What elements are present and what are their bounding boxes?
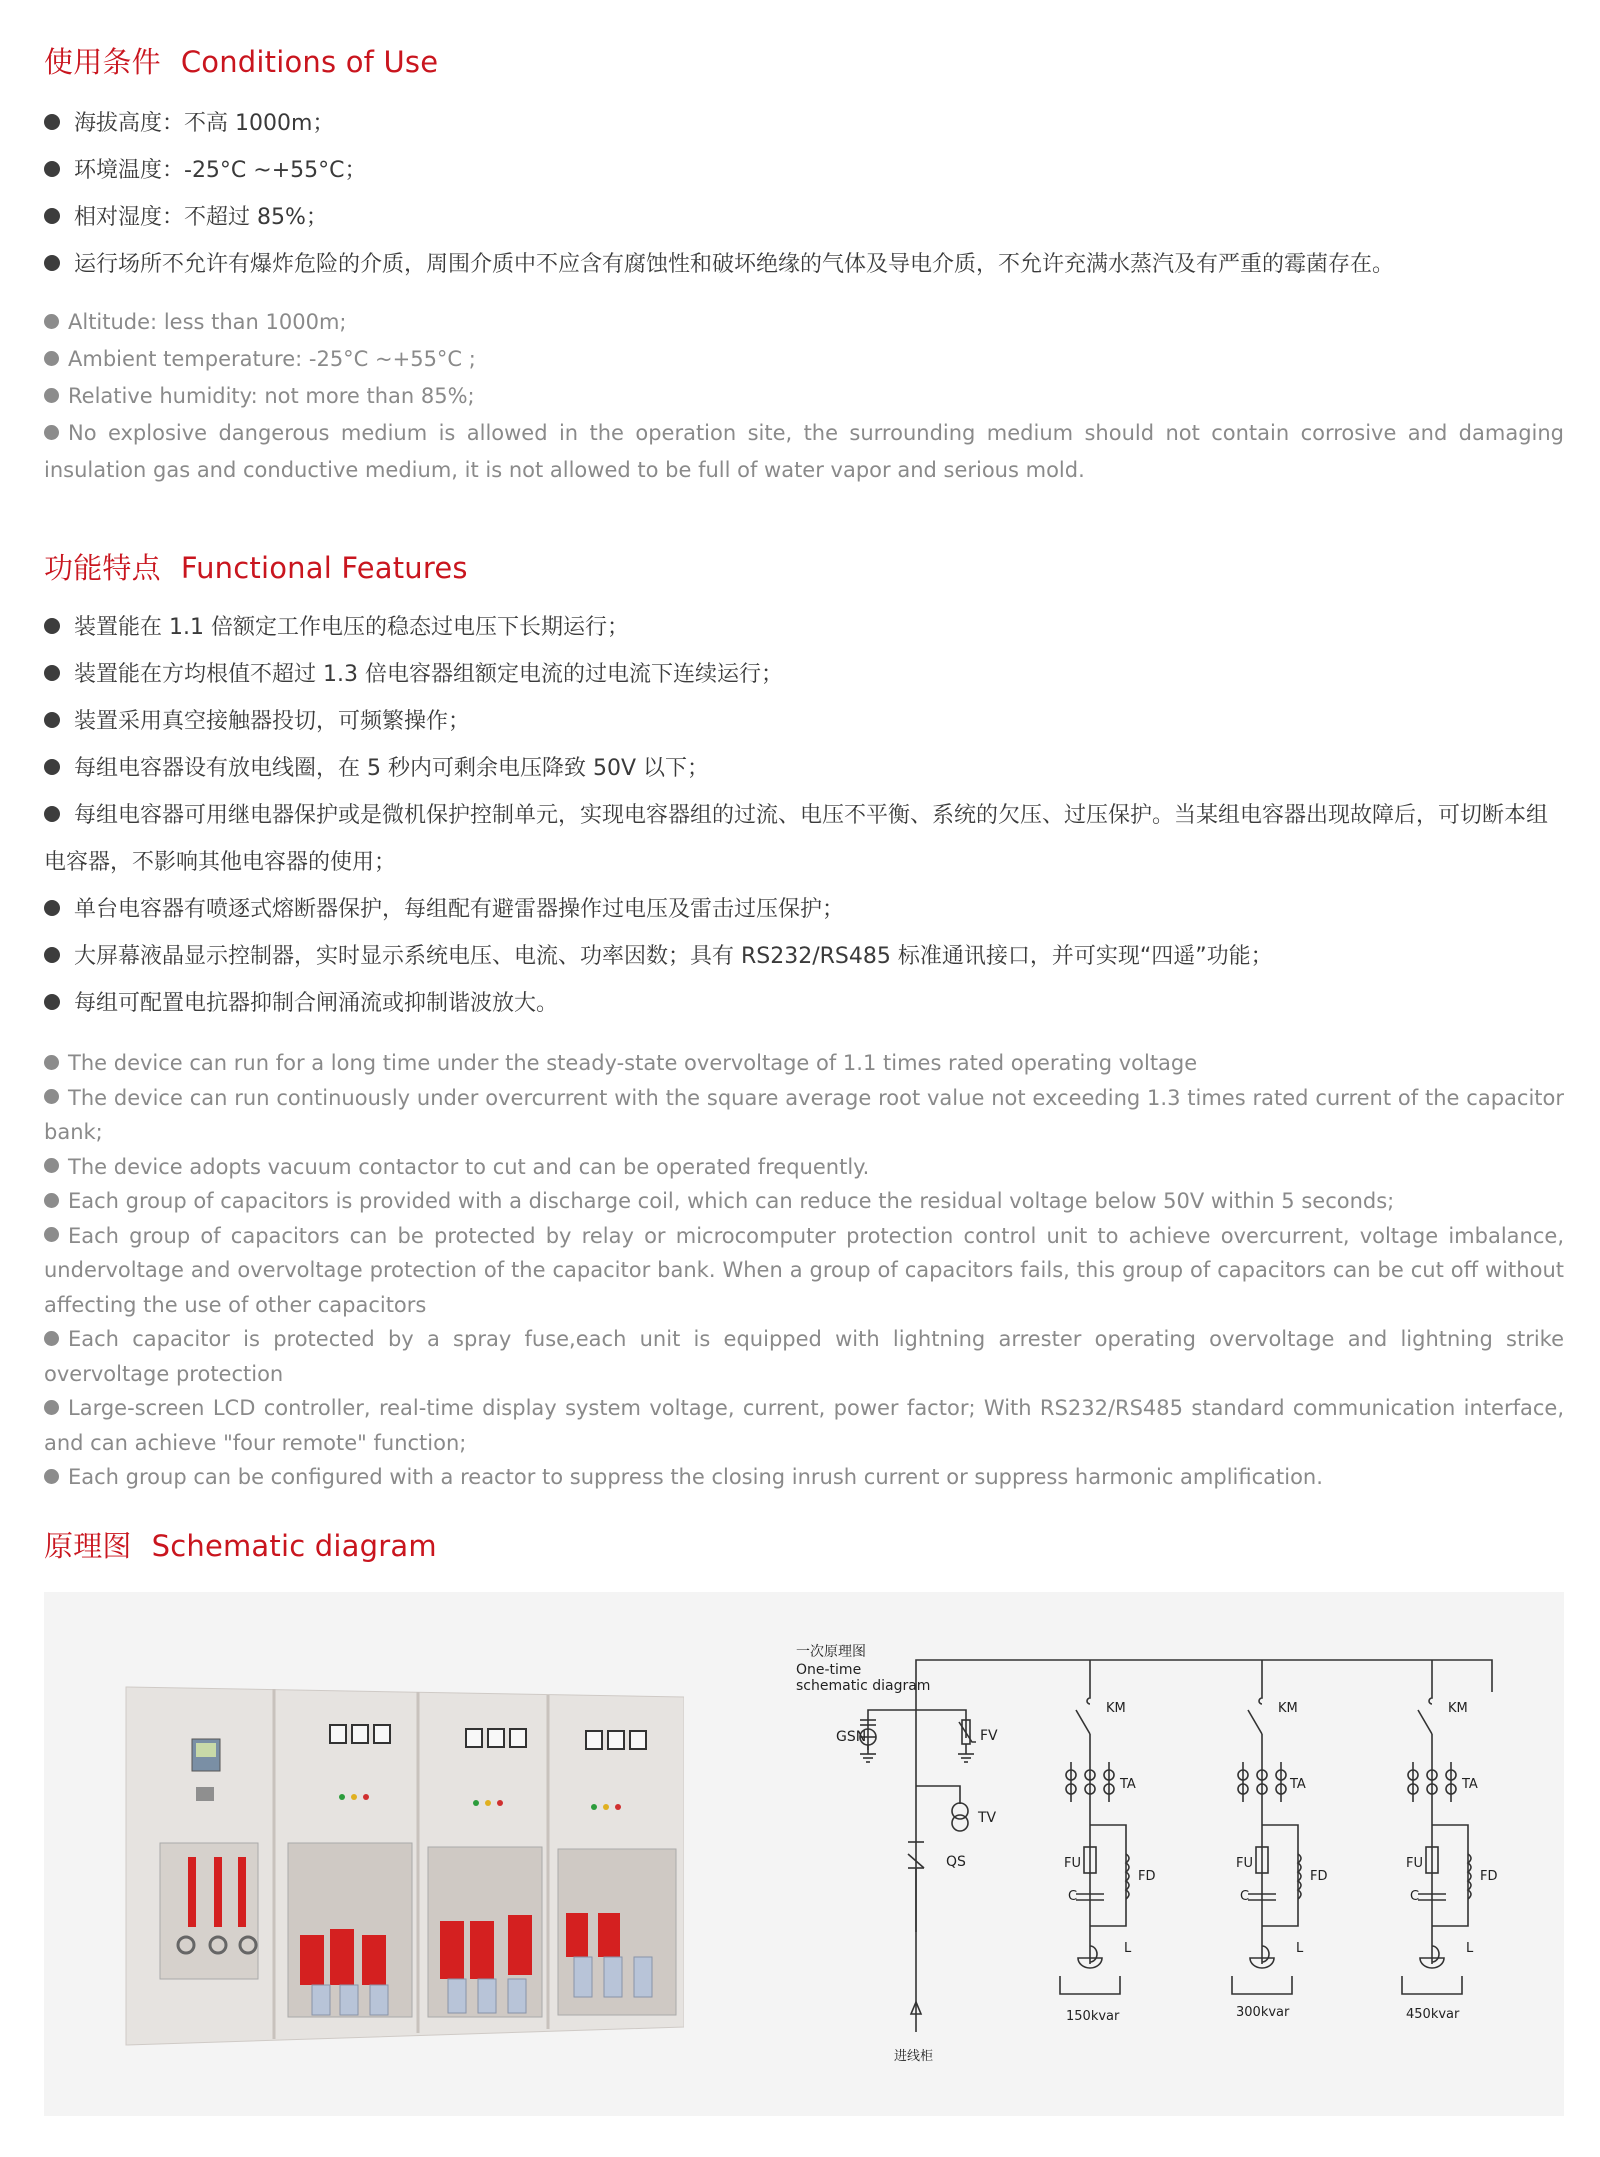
list-item: The device can run for a long time under the steady-state overvoltage of 1.1 times rated operating voltage (44, 1046, 1564, 1081)
diagram-title-en-1: One-time (796, 1662, 862, 1678)
bullet-icon (44, 1331, 59, 1346)
list-item: No explosive dangerous medium is allowed in the operation site, the surrounding medium should not contain corrosive and damaging insulation gas and conductive medium, it is not allowed to be full of water vapor and serious mold. (44, 421, 1564, 482)
label-c: C (1240, 1889, 1250, 1904)
section-title-en: Conditions of Use (180, 45, 439, 79)
bullet-icon (44, 618, 60, 634)
list-item: Relative humidity: not more than 85%; (44, 378, 1564, 415)
label-km: KM (1106, 1701, 1126, 1716)
branch-3-rating: 450kvar (1406, 2007, 1460, 2022)
label-c: C (1068, 1889, 1078, 1904)
bullet-icon (44, 900, 60, 916)
label-incoming: 进线柜 (894, 2049, 934, 2064)
diagram-title-en-2: schematic diagram (796, 1678, 931, 1694)
bullet-icon (44, 255, 60, 271)
diagram-title-cn: 一次原理图 (796, 1644, 866, 1660)
list-item: 每组可配置电抗器抑制合闸涌流或抑制谐波放大。 (44, 980, 1564, 1027)
label-km: KM (1448, 1701, 1468, 1716)
list-item: Altitude: less than 1000m; (44, 304, 1564, 341)
branch-2 (1232, 1690, 1301, 1994)
bullet-icon (44, 114, 60, 130)
list-item: Each group of capacitors can be protected by relay or microcomputer protection control unit to achieve overcurrent, voltage imbalance, undervoltage and overvoltage protection of the capacitor bank. When a group of capacitors fails, this group of capacitors can be cut off without affecting the use of other capacitors (44, 1223, 1564, 1317)
list-item: 环境温度：-25°C ~+55°C； (44, 147, 1564, 194)
label-fd: FD (1310, 1869, 1328, 1884)
label-fv: FV (980, 1728, 998, 1744)
bullet-icon (44, 314, 59, 329)
label-ta: TA (1462, 1777, 1478, 1792)
branch-2-rating: 300kvar (1236, 2005, 1290, 2020)
label-fu: FU (1236, 1856, 1253, 1871)
list-item: Large-screen LCD controller, real-time display system voltage, current, power factor; With RS232/RS485 standard communication interface, and can achieve "four remote" function; (44, 1396, 1564, 1455)
list-item: 单台电容器有喷逐式熔断器保护，每组配有避雷器操作过电压及雷击过压保护； (44, 886, 1564, 933)
list-item: Each group can be configured with a reactor to suppress the closing inrush current or suppress harmonic amplification. (44, 1460, 1564, 1495)
label-tv: TV (978, 1810, 997, 1826)
branch-3 (1402, 1690, 1471, 1994)
bullet-icon (44, 665, 60, 681)
section-title-features (44, 546, 468, 587)
label-c: C (1410, 1889, 1420, 1904)
branch-1-rating: 150kvar (1066, 2009, 1120, 2024)
cabinet-photo (114, 1667, 684, 2077)
one-line-diagram (744, 1632, 1564, 2112)
section-title-schematic (44, 1524, 437, 1565)
label-ta: TA (1290, 1777, 1306, 1792)
section-title-conditions (44, 40, 438, 81)
list-item: 海拔高度：不高 1000m； (44, 100, 1564, 147)
conditions-cn-list (44, 100, 1564, 288)
bullet-icon (44, 1089, 59, 1104)
label-fu: FU (1406, 1856, 1423, 1871)
bullet-icon (44, 759, 60, 775)
list-item: 运行场所不允许有爆炸危险的介质，周围介质中不应含有腐蚀性和破坏绝缘的气体及导电介质，不允许充满水蒸汽及有严重的霉菌存在。 (44, 241, 1564, 288)
bullet-icon (44, 1158, 59, 1173)
list-item: Each group of capacitors is provided with a discharge coil, which can reduce the residual voltage below 50V within 5 seconds; (44, 1184, 1564, 1219)
bullet-icon (44, 806, 60, 822)
label-fd: FD (1480, 1869, 1498, 1884)
list-item: The device adopts vacuum contactor to cut and can be operated frequently. (44, 1150, 1564, 1185)
list-item: 每组电容器设有放电线圈，在 5 秒内可剩余电压降致 50V 以下； (44, 745, 1564, 792)
section-title-cn: 功能特点 (44, 551, 161, 585)
section-title-en: Functional Features (180, 551, 468, 585)
bullet-icon (44, 947, 60, 963)
label-l: L (1124, 1941, 1132, 1956)
bullet-icon (44, 1469, 59, 1484)
bullet-icon (44, 1193, 59, 1208)
list-item: 装置能在 1.1 倍额定工作电压的稳态过电压下长期运行； (44, 604, 1564, 651)
label-l: L (1296, 1941, 1304, 1956)
label-qs: QS (946, 1854, 966, 1870)
list-item: 每组电容器可用继电器保护或是微机保护控制单元，实现电容器组的过流、电压不平衡、系统的欠压、过压保护。当某组电容器出现故障后，可切断本组电容器，不影响其他电容器的使用； (44, 803, 1549, 875)
features-cn-list (44, 604, 1564, 1027)
bullet-icon (44, 712, 60, 728)
bullet-icon (44, 351, 59, 366)
bullet-icon (44, 1055, 59, 1070)
list-item: 装置能在方均根值不超过 1.3 倍电容器组额定电流的过电流下连续运行； (44, 651, 1564, 698)
label-ta: TA (1120, 1777, 1136, 1792)
list-item: 大屏幕液晶显示控制器，实时显示系统电压、电流、功率因数；具有 RS232/RS485 标准通讯接口，并可实现“四遥”功能； (44, 933, 1564, 980)
label-fu: FU (1064, 1856, 1081, 1871)
features-en-list (44, 1046, 1564, 1495)
bullet-icon (44, 388, 59, 403)
section-title-en: Schematic diagram (151, 1529, 437, 1563)
list-item: 相对湿度：不超过 85%； (44, 194, 1564, 241)
section-title-cn: 使用条件 (44, 45, 161, 79)
section-title-cn: 原理图 (44, 1529, 132, 1563)
bullet-icon (44, 1227, 59, 1242)
schematic-panel (44, 1592, 1564, 2116)
bullet-icon (44, 994, 60, 1010)
bullet-icon (44, 1400, 59, 1415)
list-item: Each capacitor is protected by a spray fuse,each unit is equipped with lightning arrester operating overvoltage and lightning strike overvoltage protection (44, 1327, 1564, 1386)
label-gsn: GSN (836, 1729, 867, 1745)
label-fd: FD (1138, 1869, 1156, 1884)
bullet-icon (44, 208, 60, 224)
bullet-icon (44, 161, 60, 177)
label-km: KM (1278, 1701, 1298, 1716)
list-item: The device can run continuously under overcurrent with the square average root value not exceeding 1.3 times rated current of the capacitor bank; (44, 1085, 1564, 1144)
list-item: Ambient temperature: -25°C ~+55°C ; (44, 341, 1564, 378)
bullet-icon (44, 425, 59, 440)
list-item: 装置采用真空接触器投切，可频繁操作； (44, 698, 1564, 745)
branch-1 (1060, 1690, 1129, 1994)
label-l: L (1466, 1941, 1474, 1956)
conditions-en-list (44, 304, 1564, 489)
